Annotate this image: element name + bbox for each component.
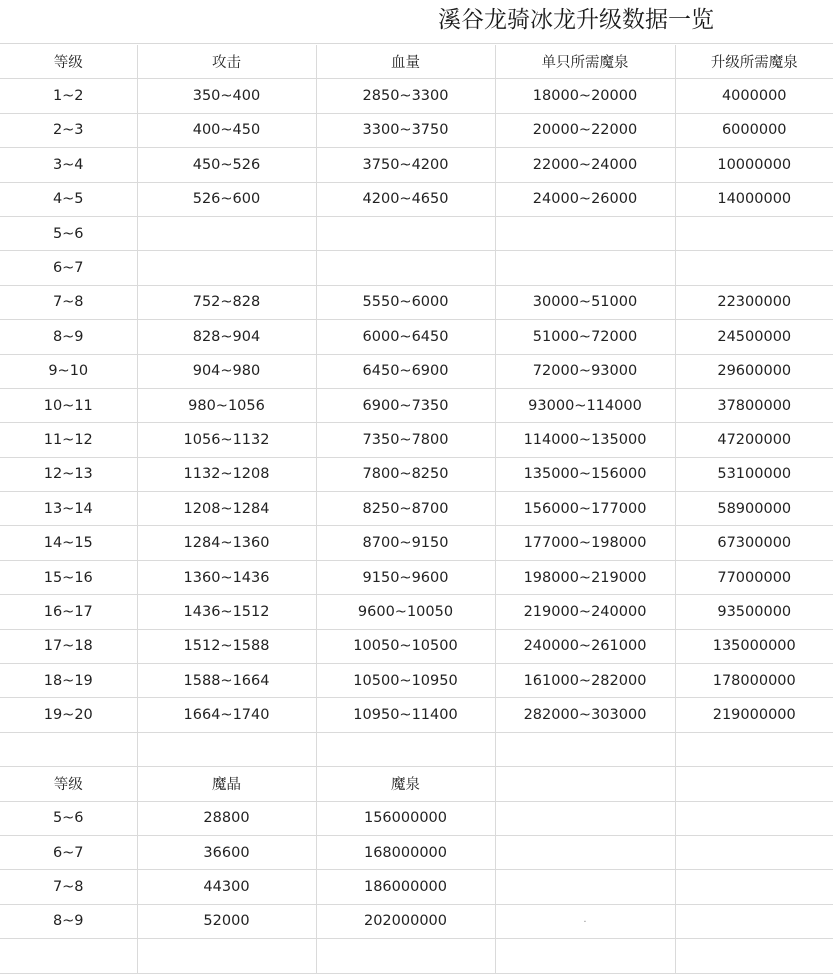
cell-level[interactable] — [0, 629, 137, 663]
table-row — [0, 354, 833, 388]
cell-attack[interactable] — [137, 285, 316, 319]
cell-text: 6000000 — [721, 122, 787, 139]
cell-text: 3~4 — [52, 156, 84, 173]
cell-level[interactable] — [0, 182, 137, 216]
cell-text: 19~20 — [43, 707, 93, 724]
cell-level[interactable] — [0, 216, 137, 250]
cell-text: 828~904 — [192, 328, 261, 345]
cell-text: 10~11 — [43, 397, 93, 414]
cell-upgrade-spring[interactable] — [675, 423, 833, 457]
cell-unit-spring[interactable] — [495, 251, 675, 285]
cell-text: 9~10 — [48, 363, 89, 380]
cell-level[interactable] — [0, 904, 137, 938]
cell-attack[interactable] — [137, 732, 316, 766]
cell-level[interactable] — [0, 45, 137, 79]
cell-text: 6000~6450 — [362, 328, 449, 345]
cell-hp[interactable] — [316, 148, 495, 182]
cell-hp[interactable] — [316, 664, 495, 698]
cell-text: 7800~8250 — [362, 466, 449, 483]
table-row — [0, 251, 833, 285]
cell-text: 28800 — [203, 810, 250, 827]
column-header: 等级 — [53, 55, 83, 72]
cell-text: 1664~1740 — [183, 707, 270, 724]
cell-level[interactable] — [0, 560, 137, 594]
cell-text: 4~5 — [52, 191, 84, 208]
cell-text: 53100000 — [717, 466, 792, 483]
cell-level[interactable] — [0, 835, 137, 869]
cell-text: 350~400 — [192, 88, 261, 105]
table-row — [0, 595, 833, 629]
cell-hp[interactable] — [316, 492, 495, 526]
cell-text: 5~6 — [52, 225, 84, 242]
cell-hp[interactable] — [316, 732, 495, 766]
cell-hp[interactable] — [316, 835, 495, 869]
cell-text: 10000000 — [717, 156, 792, 173]
cell-hp[interactable] — [316, 216, 495, 250]
table-header-row — [0, 767, 833, 801]
cell-hp[interactable] — [316, 939, 495, 973]
table-row — [0, 526, 833, 560]
cell-hp[interactable] — [316, 79, 495, 113]
table-row — [0, 113, 833, 147]
cell-level[interactable] — [0, 664, 137, 698]
cell-attack[interactable] — [137, 354, 316, 388]
cell-text: 1~2 — [52, 88, 84, 105]
cell-upgrade-spring[interactable] — [675, 904, 833, 938]
cell-upgrade-spring[interactable] — [675, 526, 833, 560]
cell-text: 5550~6000 — [362, 294, 449, 311]
cell-attack[interactable] — [137, 767, 316, 801]
cell-unit-spring[interactable] — [495, 767, 675, 801]
cell-text: 7~8 — [52, 879, 84, 896]
cell-text: 93500000 — [717, 603, 792, 620]
cell-text: 7350~7800 — [362, 431, 449, 448]
cell-text: 11~12 — [43, 431, 93, 448]
cell-level[interactable] — [0, 595, 137, 629]
table-row — [0, 835, 833, 869]
cell-text: 6900~7350 — [362, 397, 449, 414]
cell-text: 219000~240000 — [523, 603, 647, 620]
cell-upgrade-spring[interactable] — [675, 354, 833, 388]
cell-text: 1208~1284 — [183, 500, 270, 517]
cell-text: 178000000 — [712, 672, 796, 689]
cell-text: 6450~6900 — [362, 363, 449, 380]
cell-text: 20000~22000 — [532, 122, 638, 139]
cell-level[interactable] — [0, 251, 137, 285]
cell-level[interactable] — [0, 79, 137, 113]
cell-unit-spring[interactable] — [495, 79, 675, 113]
cell-upgrade-spring[interactable] — [675, 698, 833, 732]
table-row — [0, 285, 833, 319]
cell-upgrade-spring[interactable] — [675, 251, 833, 285]
cell-upgrade-spring[interactable] — [675, 45, 833, 79]
cell-level[interactable] — [0, 113, 137, 147]
cell-text: 6~7 — [52, 844, 84, 861]
cell-unit-spring[interactable] — [495, 835, 675, 869]
cell-upgrade-spring[interactable] — [675, 801, 833, 835]
cell-text: 51000~72000 — [532, 328, 638, 345]
cell-text: 77000000 — [717, 569, 792, 586]
column-header: 单只所需魔泉 — [541, 55, 629, 72]
cell-upgrade-spring[interactable] — [675, 664, 833, 698]
cell-hp[interactable] — [316, 904, 495, 938]
cell-hp[interactable] — [316, 423, 495, 457]
cell-text: 16~17 — [43, 603, 93, 620]
cell-text: 186000000 — [363, 879, 448, 896]
column-header: 魔晶 — [212, 777, 241, 794]
table-row — [0, 79, 833, 113]
cell-upgrade-spring[interactable] — [675, 629, 833, 663]
cell-unit-spring[interactable] — [495, 939, 675, 973]
cell-hp[interactable] — [316, 698, 495, 732]
cell-hp[interactable] — [316, 388, 495, 422]
cell-unit-spring[interactable] — [495, 492, 675, 526]
table-row — [0, 870, 833, 904]
cell-text: 161000~282000 — [523, 672, 647, 689]
column-header: 魔泉 — [391, 777, 420, 794]
cell-unit-spring[interactable] — [495, 904, 675, 938]
table-row — [0, 182, 833, 216]
cell-level[interactable] — [0, 354, 137, 388]
table-row — [0, 801, 833, 835]
cell-text: 4200~4650 — [362, 191, 449, 208]
cell-level[interactable] — [0, 423, 137, 457]
cell-unit-spring[interactable] — [495, 526, 675, 560]
cell-unit-spring[interactable] — [495, 45, 675, 79]
table-row — [0, 148, 833, 182]
cell-level[interactable] — [0, 388, 137, 422]
cell-level[interactable] — [0, 767, 137, 801]
cell-attack[interactable] — [137, 904, 316, 938]
cell-unit-spring[interactable] — [495, 801, 675, 835]
cell-upgrade-spring[interactable] — [675, 732, 833, 766]
cell-hp[interactable] — [316, 767, 495, 801]
cell-text: 1588~1664 — [183, 672, 270, 689]
table-row — [0, 904, 833, 938]
cell-upgrade-spring[interactable] — [675, 216, 833, 250]
cell-attack[interactable] — [137, 698, 316, 732]
cell-attack[interactable] — [137, 182, 316, 216]
cell-text: 1284~1360 — [183, 535, 270, 552]
cell-attack[interactable] — [137, 216, 316, 250]
cell-unit-spring[interactable] — [495, 182, 675, 216]
cell-hp[interactable] — [316, 457, 495, 491]
cell-text: 156000~177000 — [523, 500, 647, 517]
cell-attack[interactable] — [137, 939, 316, 973]
cell-unit-spring[interactable] — [495, 354, 675, 388]
cell-upgrade-spring[interactable] — [675, 595, 833, 629]
cell-attack[interactable] — [137, 560, 316, 594]
cell-text: 14000000 — [717, 191, 792, 208]
page-title: 溪谷龙骑冰龙升级数据一览 — [0, 0, 833, 44]
spacer-row — [0, 732, 833, 766]
cell-text: 30000~51000 — [532, 294, 638, 311]
cell-level[interactable] — [0, 457, 137, 491]
cell-text: 2850~3300 — [362, 88, 449, 105]
table-row — [0, 698, 833, 732]
cell-text: 93000~114000 — [528, 397, 642, 414]
cell-level[interactable] — [0, 285, 137, 319]
data-sheet — [0, 45, 833, 974]
cell-text: 450~526 — [192, 156, 261, 173]
cell-text: 18000~20000 — [532, 88, 638, 105]
cell-attack[interactable] — [137, 45, 316, 79]
cell-upgrade-spring[interactable] — [675, 388, 833, 422]
cell-upgrade-spring[interactable] — [675, 113, 833, 147]
cell-hp[interactable] — [316, 113, 495, 147]
table-row — [0, 320, 833, 354]
cell-text: 12~13 — [43, 466, 93, 483]
cell-text: 44300 — [203, 879, 250, 896]
table-row — [0, 423, 833, 457]
cell-text: 1436~1512 — [183, 603, 270, 620]
cell-unit-spring[interactable] — [495, 216, 675, 250]
cell-hp[interactable] — [316, 320, 495, 354]
cell-level[interactable] — [0, 801, 137, 835]
cell-attack[interactable] — [137, 388, 316, 422]
cell-attack[interactable] — [137, 629, 316, 663]
cell-upgrade-spring[interactable] — [675, 835, 833, 869]
cell-text: 10500~10950 — [353, 672, 458, 689]
cell-upgrade-spring[interactable] — [675, 79, 833, 113]
cell-text: 168000000 — [363, 844, 448, 861]
cell-attack[interactable] — [137, 526, 316, 560]
cell-upgrade-spring[interactable] — [675, 320, 833, 354]
cell-upgrade-spring[interactable] — [675, 285, 833, 319]
cell-text: 5~6 — [52, 810, 84, 827]
cell-text: 29600000 — [717, 363, 792, 380]
cell-attack[interactable] — [137, 664, 316, 698]
cell-level[interactable] — [0, 732, 137, 766]
cell-upgrade-spring[interactable] — [675, 560, 833, 594]
cell-text: 17~18 — [43, 638, 93, 655]
cell-text: 1056~1132 — [183, 431, 270, 448]
cell-level[interactable] — [0, 870, 137, 904]
cell-text: 36600 — [203, 844, 250, 861]
cell-text: 10050~10500 — [353, 638, 458, 655]
cell-unit-spring[interactable] — [495, 285, 675, 319]
cell-text: 135000000 — [712, 638, 796, 655]
table-header-row — [0, 45, 833, 79]
cell-upgrade-spring[interactable] — [675, 767, 833, 801]
cell-upgrade-spring[interactable] — [675, 457, 833, 491]
cell-text: 135000~156000 — [523, 466, 647, 483]
column-header: 等级 — [53, 777, 83, 794]
cell-text: 282000~303000 — [523, 707, 647, 724]
cell-text: 980~1056 — [188, 397, 265, 414]
cell-hp[interactable] — [316, 45, 495, 79]
cell-unit-spring[interactable] — [495, 629, 675, 663]
cell-upgrade-spring[interactable] — [675, 182, 833, 216]
cell-attack[interactable] — [137, 423, 316, 457]
cell-text: 219000000 — [712, 707, 796, 724]
column-header: 攻击 — [212, 55, 241, 72]
cell-text: 24000~26000 — [532, 191, 638, 208]
cell-hp[interactable] — [316, 560, 495, 594]
cell-text: 72000~93000 — [532, 363, 638, 380]
cell-text: 9600~10050 — [357, 603, 454, 620]
cell-hp[interactable] — [316, 182, 495, 216]
cell-attack[interactable] — [137, 79, 316, 113]
cell-text: 114000~135000 — [523, 431, 647, 448]
cell-text: 202000000 — [363, 913, 448, 930]
cell-text: 240000~261000 — [523, 638, 647, 655]
cell-unit-spring[interactable] — [495, 113, 675, 147]
table-row — [0, 492, 833, 526]
cell-attack[interactable] — [137, 801, 316, 835]
cell-upgrade-spring[interactable] — [675, 492, 833, 526]
cell-unit-spring[interactable] — [495, 698, 675, 732]
table-row — [0, 664, 833, 698]
cell-unit-spring[interactable] — [495, 320, 675, 354]
cell-text: 47200000 — [717, 431, 792, 448]
cell-text: 904~980 — [192, 363, 261, 380]
cell-text: 7~8 — [52, 294, 84, 311]
cell-text: 8250~8700 — [362, 500, 449, 517]
table-row — [0, 629, 833, 663]
cell-attack[interactable] — [137, 113, 316, 147]
cell-attack[interactable] — [137, 835, 316, 869]
cell-text: 198000~219000 — [523, 569, 647, 586]
cell-text: 8~9 — [52, 328, 84, 345]
stray-mark: · — [583, 917, 587, 929]
cell-text: 10950~11400 — [353, 707, 458, 724]
cell-upgrade-spring[interactable] — [675, 870, 833, 904]
cell-level[interactable] — [0, 698, 137, 732]
cell-text: 1512~1588 — [183, 638, 270, 655]
cell-text: 1360~1436 — [183, 569, 270, 586]
table-row — [0, 388, 833, 422]
cell-level[interactable] — [0, 939, 137, 973]
cell-unit-spring[interactable] — [495, 870, 675, 904]
cell-text: 752~828 — [192, 294, 261, 311]
cell-text: 52000 — [203, 913, 250, 930]
cell-level[interactable] — [0, 320, 137, 354]
cell-hp[interactable] — [316, 354, 495, 388]
cell-attack[interactable] — [137, 148, 316, 182]
cell-unit-spring[interactable] — [495, 560, 675, 594]
table-row — [0, 216, 833, 250]
cell-text: 177000~198000 — [523, 535, 647, 552]
cell-text: 156000000 — [363, 810, 448, 827]
cell-hp[interactable] — [316, 285, 495, 319]
cell-text: 8700~9150 — [362, 535, 449, 552]
cell-text: 58900000 — [717, 500, 792, 517]
cell-attack[interactable] — [137, 457, 316, 491]
cell-text: 400~450 — [192, 122, 261, 139]
cell-text: 22300000 — [717, 294, 792, 311]
cell-hp[interactable] — [316, 870, 495, 904]
table-row — [0, 457, 833, 491]
cell-text: 18~19 — [43, 672, 93, 689]
cell-text: 526~600 — [192, 191, 261, 208]
cell-hp[interactable] — [316, 801, 495, 835]
cell-level[interactable] — [0, 526, 137, 560]
cell-unit-spring[interactable] — [495, 732, 675, 766]
cell-level[interactable] — [0, 492, 137, 526]
cell-text: 6~7 — [52, 260, 84, 277]
cell-unit-spring[interactable] — [495, 595, 675, 629]
cell-unit-spring[interactable] — [495, 457, 675, 491]
cell-text: 37800000 — [717, 397, 792, 414]
cell-text: 15~16 — [43, 569, 93, 586]
cell-unit-spring[interactable] — [495, 388, 675, 422]
cell-hp[interactable] — [316, 629, 495, 663]
cell-upgrade-spring[interactable] — [675, 148, 833, 182]
column-header: 升级所需魔泉 — [710, 55, 798, 72]
cell-hp[interactable] — [316, 595, 495, 629]
cell-text: 13~14 — [43, 500, 93, 517]
cell-text: 3300~3750 — [362, 122, 449, 139]
cell-upgrade-spring[interactable] — [675, 939, 833, 973]
cell-unit-spring[interactable] — [495, 148, 675, 182]
cell-hp[interactable] — [316, 251, 495, 285]
cell-text: 24500000 — [717, 328, 792, 345]
cell-text: 14~15 — [43, 535, 93, 552]
cell-text: 1132~1208 — [183, 466, 270, 483]
table-row — [0, 560, 833, 594]
cell-attack[interactable] — [137, 251, 316, 285]
cell-text: 3750~4200 — [362, 156, 449, 173]
cell-unit-spring[interactable] — [495, 423, 675, 457]
cell-attack[interactable] — [137, 492, 316, 526]
empty-row — [0, 939, 833, 973]
cell-text: 67300000 — [717, 535, 792, 552]
cell-attack[interactable] — [137, 595, 316, 629]
cell-text: 9150~9600 — [362, 569, 449, 586]
cell-hp[interactable] — [316, 526, 495, 560]
cell-text: 8~9 — [52, 913, 84, 930]
cell-text: 2~3 — [52, 122, 84, 139]
cell-text: 4000000 — [721, 88, 787, 105]
cell-attack[interactable] — [137, 870, 316, 904]
cell-unit-spring[interactable] — [495, 664, 675, 698]
cell-level[interactable] — [0, 148, 137, 182]
cell-text: 22000~24000 — [532, 156, 638, 173]
cell-attack[interactable] — [137, 320, 316, 354]
column-header: 血量 — [391, 55, 420, 72]
